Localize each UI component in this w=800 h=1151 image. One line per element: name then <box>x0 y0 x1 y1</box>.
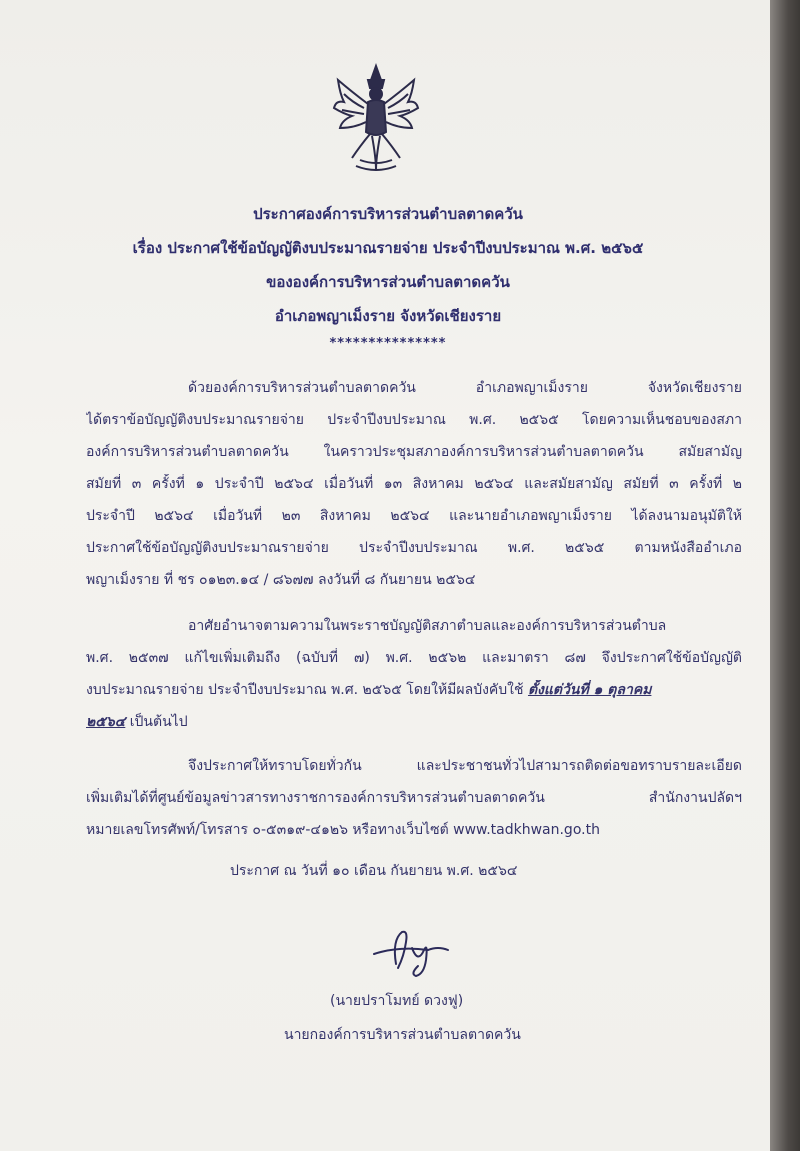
paragraph-1-line: ประกาศใช้ข้อบัญญัติงบประมาณรายจ่าย ประจำปีงบประมาณ พ.ศ. ๒๕๖๕ ตามหนังสืออำเภอ <box>86 540 742 556</box>
effective-date-emphasis: ตั้งแต่วันที่ ๑ ตุลาคม <box>527 682 652 698</box>
paragraph-1-line: พญาเม็งราย ที่ ชร ๐๑๒๓.๑๔ / ๘๖๗๗ ลงวันที่ ๘ กันยายน ๒๕๖๔ <box>86 572 476 588</box>
paragraph-3-line: เพิ่มเติมได้ที่ศูนย์ข้อมูลข่าวสารทางราชการองค์การบริหารส่วนตำบลตาดควัน สำนักงานปลัดฯ <box>86 790 742 806</box>
paragraph-2-text: เป็นต้นไป <box>125 714 188 730</box>
paragraph-3-line: จึงประกาศให้ทราบโดยทั่วกัน และประชาชนทั่วไปสามารถติดต่อขอทราบรายละเอียด <box>188 758 742 774</box>
handwritten-signature <box>368 920 458 980</box>
paragraph-2-line <box>86 680 742 702</box>
separator: *************** <box>329 336 447 351</box>
paragraph-2-text: งบประมาณรายจ่าย ประจำปีงบประมาณ พ.ศ. ๒๕๖๕ โดยให้มีผลบังคับใช้ <box>86 682 528 698</box>
paragraph-2-line: อาศัยอำนาจตามความในพระราชบัญญัติสภาตำบลและองค์การบริหารส่วนตำบล <box>188 618 667 634</box>
announcement-subject: เรื่อง ประกาศใช้ข้อบัญญัติงบประมาณรายจ่าย ประจำปีงบประมาณ พ.ศ. ๒๕๖๕ <box>132 239 644 257</box>
paragraph-1-line: องค์การบริหารส่วนตำบลตาดควัน ในคราวประชุมสภาองค์การบริหารส่วนตำบลตาดควัน สมัยสามัญ <box>86 444 742 460</box>
paragraph-1-line: ประจำปี ๒๕๖๔ เมื่อวันที่ ๒๓ สิงหาคม ๒๕๖๔ และนายอำเภอพญาเม็งราย ได้ลงนามอนุมัติให้ <box>86 508 742 524</box>
paragraph-3-line: หมายเลขโทรศัพท์/โทรสาร ๐-๕๓๑๙-๔๑๒๖ หรือทางเว็บไซต์ www.tadkhwan.go.th <box>86 822 600 838</box>
signer-title: นายกองค์การบริหารส่วนตำบลตาดควัน <box>284 1027 521 1043</box>
paragraph-1-line: ด้วยองค์การบริหารส่วนตำบลตาดควัน อำเภอพญาเม็งราย จังหวัดเชียงราย <box>188 380 742 396</box>
announcement-title: ประกาศองค์การบริหารส่วนตำบลตาดควัน <box>253 205 523 223</box>
paragraph-1-line: สมัยที่ ๓ ครั้งที่ ๑ ประจำปี ๒๕๖๔ เมื่อวันที่ ๑๓ สิงหาคม ๒๕๖๔ และสมัยสามัญ สมัยที่ ๓ ครั้งที่ ๒ <box>86 476 742 492</box>
table-background-edge <box>770 0 800 1151</box>
announcement-date: ประกาศ ณ วันที่ ๑๐ เดือน กันยายน พ.ศ. ๒๕๖๔ <box>230 863 518 879</box>
effective-year-emphasis: ๒๕๖๔ <box>86 714 126 730</box>
paragraph-1-line: ได้ตราข้อบัญญัติงบประมาณรายจ่าย ประจำปีงบประมาณ พ.ศ. ๒๕๖๕ โดยความเห็นชอบของสภา <box>86 412 742 428</box>
signer-name: (นายปราโมทย์ ดวงฟู) <box>330 993 464 1009</box>
announcement-org: ขององค์การบริหารส่วนตำบลตาดควัน <box>266 273 510 291</box>
garuda-emblem-icon <box>330 62 422 174</box>
paragraph-2-line <box>86 712 742 734</box>
announcement-location: อำเภอพญาเม็งราย จังหวัดเชียงราย <box>274 307 502 325</box>
paragraph-2-line: พ.ศ. ๒๕๓๗ แก้ไขเพิ่มเติมถึง (ฉบับที่ ๗) พ.ศ. ๒๕๖๒ และมาตรา ๘๗ จึงประกาศใช้ข้อบัญญัติ <box>86 650 742 666</box>
